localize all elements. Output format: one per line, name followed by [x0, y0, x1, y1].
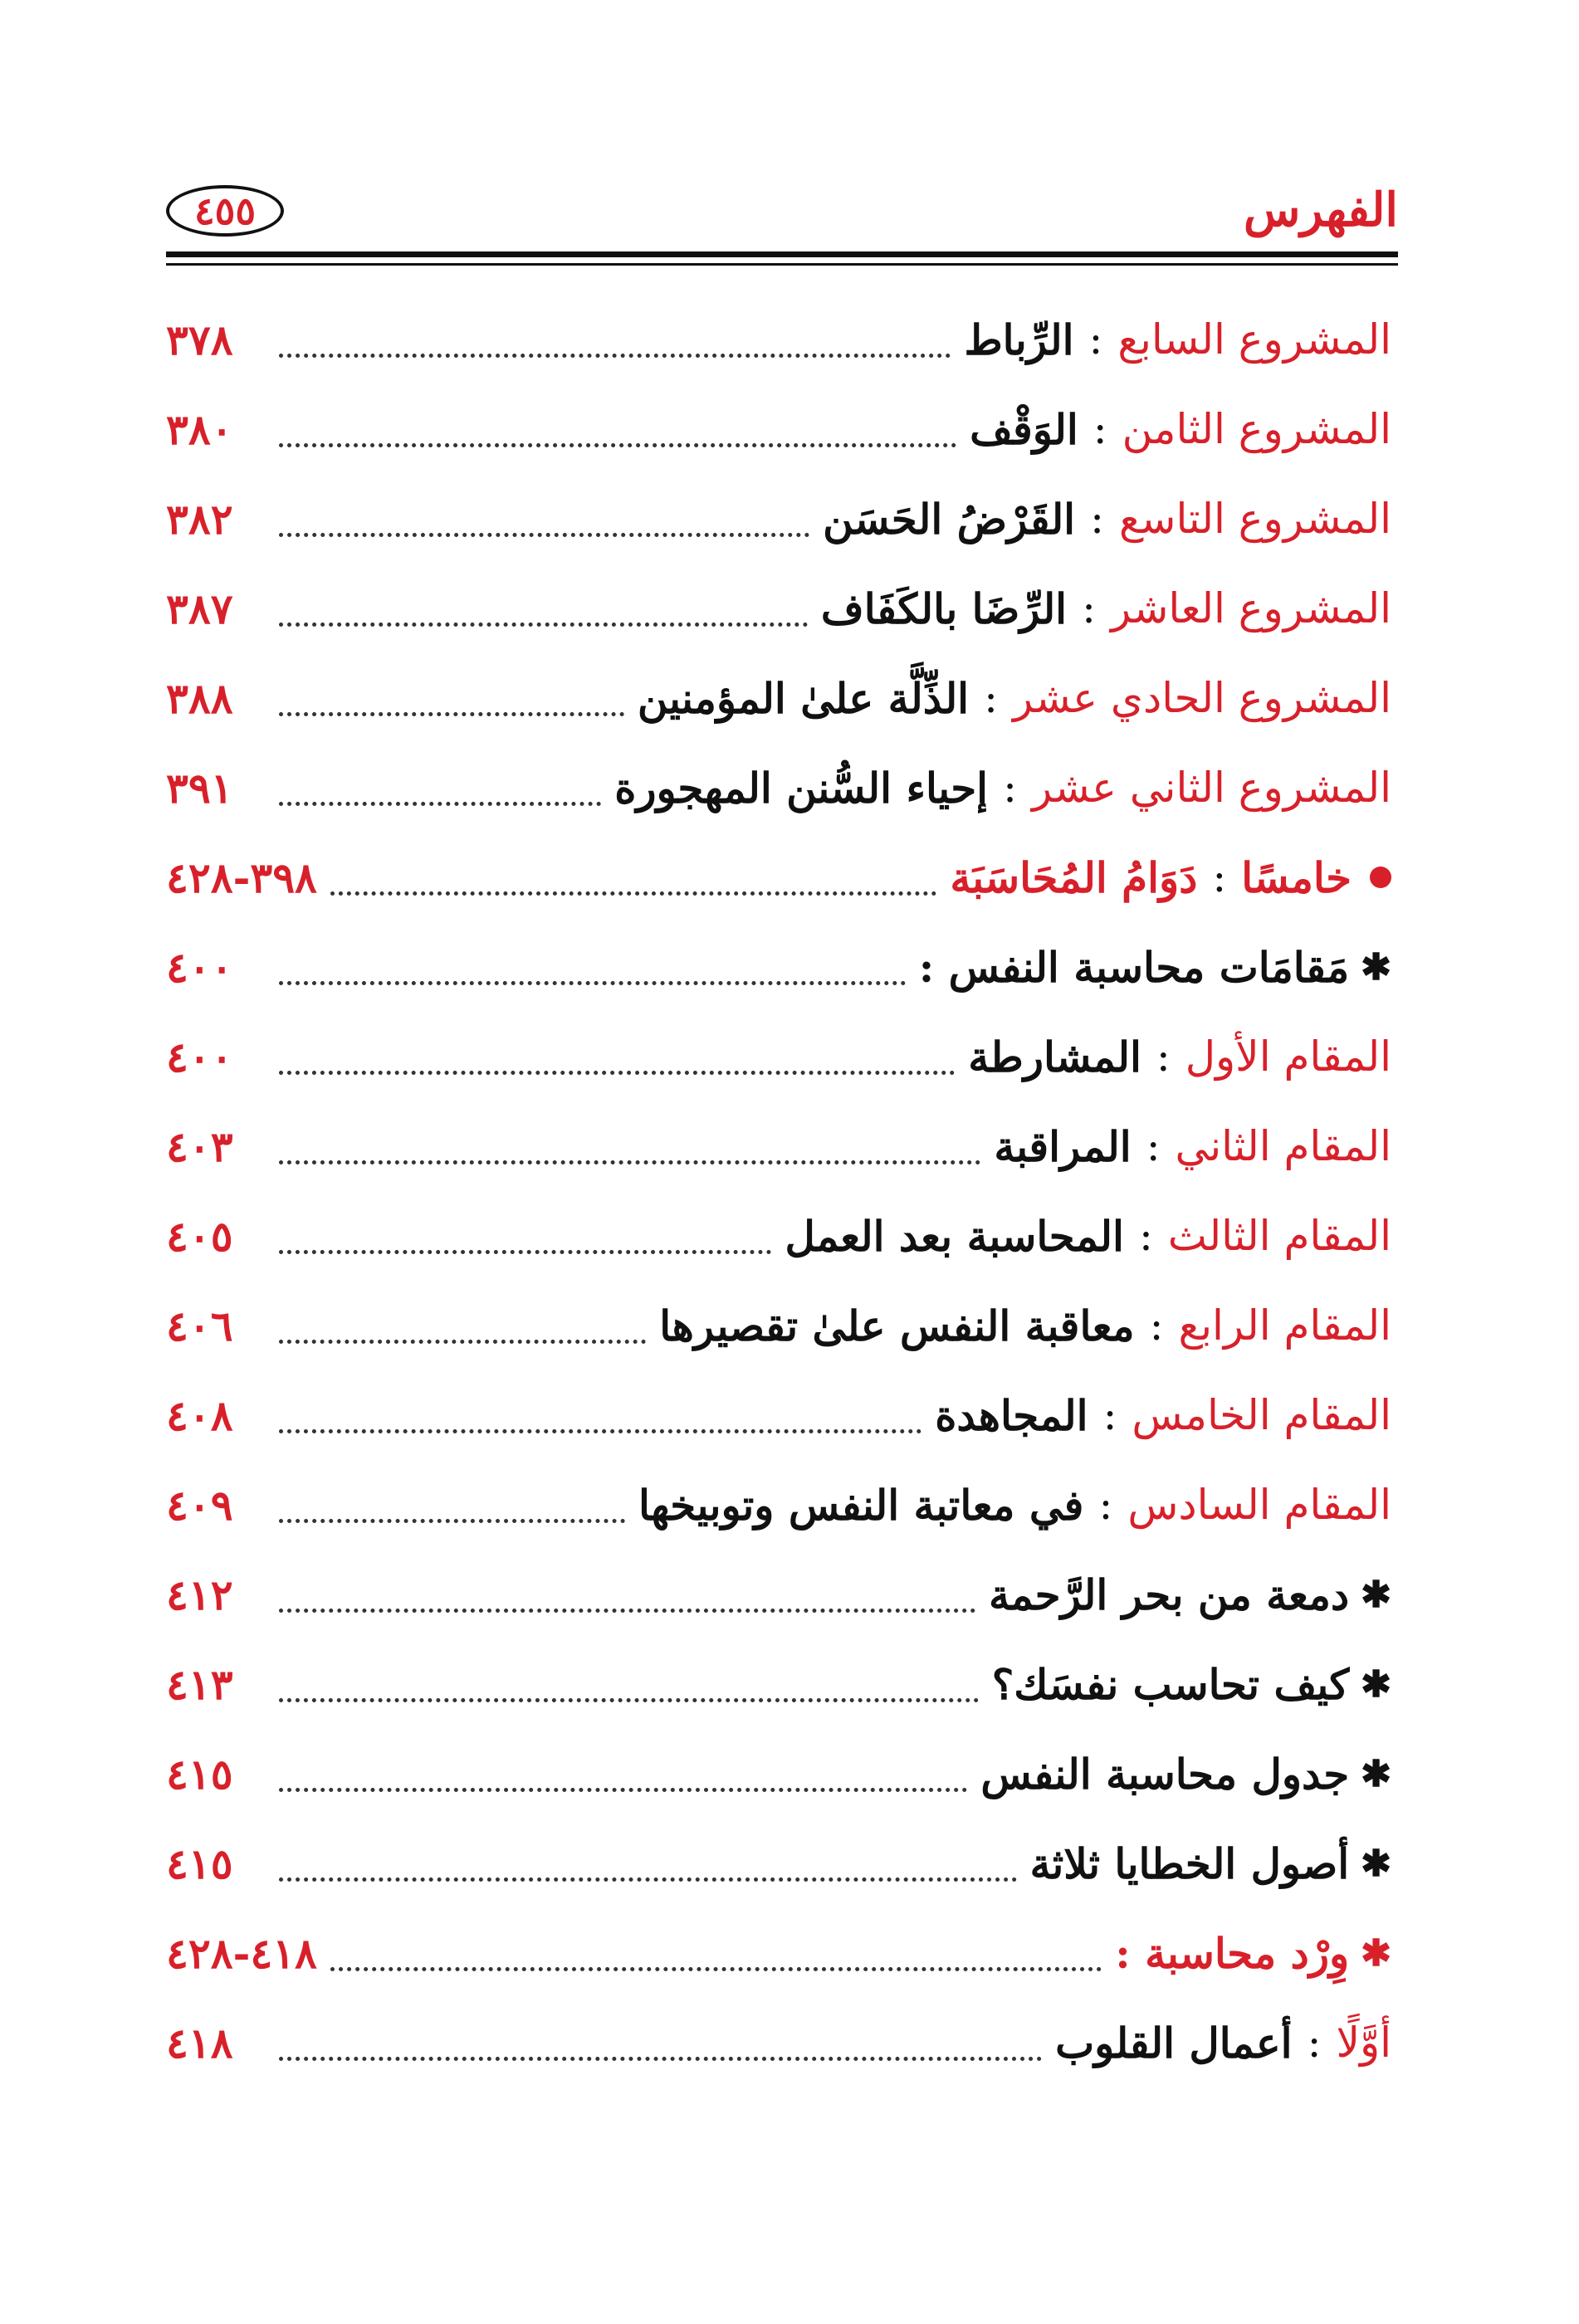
toc-entry[interactable] [166, 1998, 1391, 2087]
dot-leader [279, 1776, 967, 1792]
toc-section-entry[interactable] [166, 832, 1391, 922]
asterisk-icon: ✱ [1361, 1573, 1391, 1616]
dot-leader [279, 521, 809, 537]
entry-lead [950, 853, 1391, 902]
entry-colon: : [1088, 315, 1103, 364]
entry-title: المحاسبة بعد العمل [785, 1211, 1124, 1261]
entry-title: الوَقْف [970, 404, 1078, 454]
toc-entry[interactable] [166, 295, 1391, 384]
entry-lead [638, 1481, 1391, 1530]
dot-leader [279, 1238, 771, 1254]
entry-title: الرِّباط [964, 315, 1074, 364]
entry-page-number: ٣٨٢ [166, 494, 233, 544]
entry-colon: : [984, 674, 998, 722]
entry-page-number: ٣٨٠ [166, 404, 233, 454]
header-rule-thin [166, 263, 1398, 266]
dot-leader [330, 880, 936, 896]
header-rule-thick [166, 251, 1398, 257]
entry-label: المشروع التاسع [1118, 495, 1391, 543]
dot-leader [330, 1955, 1102, 1971]
entry-page-number: ٤٠٦ [166, 1301, 233, 1350]
entry-page-number: ٣٩١ [166, 763, 233, 813]
page-number-badge: ٤٥٥ [166, 185, 284, 237]
toc-entry[interactable] [166, 1101, 1391, 1191]
entry-lead [823, 495, 1391, 544]
entry-label: المشروع الثامن [1122, 405, 1391, 453]
page-header [166, 170, 1398, 261]
entry-page-number: ٤٠٠ [166, 942, 233, 992]
toc-star-entry[interactable] [166, 1819, 1391, 1908]
entry-title: كيف تحاسب نفسَك؟ [991, 1659, 1350, 1709]
entry-page-number: ٣٨٧ [166, 583, 233, 633]
toc-star-entry[interactable] [166, 1908, 1391, 1998]
entry-page-number: ٤١٨ [166, 2018, 233, 2068]
entry-label: المقام الخامس [1132, 1391, 1391, 1439]
toc-entry[interactable] [166, 653, 1391, 743]
entry-lead [980, 1750, 1391, 1799]
toc-entry[interactable] [166, 1281, 1391, 1370]
entry-title: مَقامَات محاسبة النفس : [918, 942, 1350, 992]
entry-title: معاقبة النفس علىٰ تقصيرها [659, 1301, 1135, 1350]
entry-title: أعمال القلوب [1055, 2018, 1293, 2068]
entry-page-number: ٤١٨-٤٢٨ [166, 1928, 317, 1978]
entry-label: المقام السادس [1127, 1481, 1391, 1529]
asterisk-icon: ✱ [1361, 945, 1391, 989]
entry-lead [785, 1212, 1391, 1261]
bullet-dot-icon [1370, 867, 1391, 888]
toc-entry[interactable] [166, 1370, 1391, 1460]
entry-lead [919, 943, 1391, 992]
entry-colon: : [1093, 405, 1107, 453]
dot-leader [279, 1597, 975, 1613]
entry-page-number: ٤٠٩ [166, 1480, 233, 1530]
entry-lead [1115, 1929, 1391, 1978]
toc-star-entry[interactable] [166, 1729, 1391, 1819]
section-title: دَوَامُ المُحَاسَبَة [950, 852, 1198, 902]
entry-label: المشروع الثاني عشر [1031, 764, 1391, 812]
toc-entry[interactable] [166, 384, 1391, 474]
entry-lead [638, 674, 1391, 723]
entry-label: المقام الرابع [1178, 1301, 1391, 1350]
toc-star-entry[interactable] [166, 1550, 1391, 1639]
entry-lead [659, 1301, 1391, 1350]
toc-entry[interactable] [166, 564, 1391, 653]
entry-lead [970, 405, 1391, 454]
dot-leader [279, 1418, 921, 1433]
entry-page-number: ٣٧٨ [166, 315, 233, 364]
entry-page-number: ٤١٥ [166, 1749, 233, 1799]
entry-colon: : [1082, 584, 1096, 632]
entry-label: المشروع السابع [1117, 315, 1391, 364]
entry-label: المشروع العاشر [1110, 584, 1391, 632]
dot-leader [279, 1149, 980, 1164]
dot-leader [279, 432, 956, 447]
entry-colon: : [1307, 2019, 1322, 2067]
dot-leader [279, 701, 624, 716]
dot-leader [279, 969, 906, 985]
entry-lead [614, 764, 1391, 813]
entry-title: القَرْضُ الحَسَن [823, 494, 1076, 544]
entry-lead [821, 584, 1391, 633]
toc-list [166, 295, 1391, 2087]
entry-lead [994, 1122, 1391, 1171]
entry-lead [989, 1570, 1391, 1619]
toc-entry[interactable] [166, 1460, 1391, 1550]
section-label: خامسًا [1241, 852, 1352, 902]
entry-colon: : [1003, 764, 1017, 812]
entry-title: دمعة من بحر الرَّحمة [988, 1570, 1350, 1619]
entry-title: الذِّلَّة علىٰ المؤمنين [637, 673, 970, 723]
entry-title: في معاتبة النفس وتوبيخها [638, 1480, 1084, 1530]
entry-page-number: ٤٠٥ [166, 1211, 233, 1261]
dot-leader [279, 1059, 955, 1075]
entry-title: وِرْد محاسبة : [1115, 1928, 1350, 1978]
toc-entry[interactable] [166, 1191, 1391, 1281]
dot-leader [279, 790, 601, 806]
entry-label: المقام الثالث [1167, 1212, 1391, 1260]
entry-label: المقام الثاني [1175, 1122, 1391, 1170]
entry-title: أصول الخطايا ثلاثة [1029, 1838, 1350, 1888]
entry-page-number: ٣٩٨-٤٢٨ [166, 852, 317, 902]
dot-leader [279, 1328, 646, 1344]
entry-title: الرِّضَا بالكَفَاف [820, 583, 1068, 633]
dot-leader [279, 611, 808, 627]
entry-colon: : [1102, 1391, 1117, 1439]
entry-lead [992, 1660, 1391, 1709]
entry-colon: : [1098, 1481, 1113, 1529]
toc-entry[interactable] [166, 743, 1391, 832]
asterisk-icon: ✱ [1361, 1752, 1391, 1795]
entry-colon: : [1156, 1033, 1171, 1081]
header-title: الفهرس [1243, 183, 1398, 237]
dot-leader [279, 1866, 1017, 1882]
toc-star-entry[interactable] [166, 1639, 1391, 1729]
entry-title: المجاهدة [935, 1390, 1088, 1440]
entry-lead [964, 315, 1391, 364]
entry-page-number: ٣٨٨ [166, 673, 233, 723]
dot-leader [279, 1687, 979, 1702]
entry-label: أوَّلًا [1336, 2019, 1391, 2067]
entry-label: المقام الأول [1185, 1033, 1391, 1081]
entry-title: جدول محاسبة النفس [980, 1749, 1350, 1799]
entry-page-number: ٤١٣ [166, 1659, 233, 1709]
entry-lead [1055, 2019, 1391, 2068]
entry-colon: : [1138, 1212, 1153, 1260]
entry-lead [1030, 1839, 1391, 1888]
entry-colon: : [1090, 495, 1104, 543]
dot-leader [279, 1507, 625, 1523]
entry-title: المشارطة [968, 1032, 1141, 1081]
entry-colon: : [1212, 853, 1227, 901]
entry-title: المراقبة [994, 1121, 1132, 1171]
entry-colon: : [1149, 1301, 1164, 1350]
asterisk-icon: ✱ [1361, 1842, 1391, 1885]
entry-page-number: ٤٠٣ [166, 1121, 233, 1171]
entry-page-number: ٤٠٠ [166, 1032, 233, 1081]
entry-lead [935, 1391, 1391, 1440]
entry-colon: : [1146, 1122, 1161, 1170]
entry-lead [968, 1033, 1391, 1081]
asterisk-icon: ✱ [1361, 1931, 1391, 1975]
toc-entry[interactable] [166, 474, 1391, 564]
entry-page-number: ٤١٢ [166, 1570, 233, 1619]
entry-label: المشروع الحادي عشر [1012, 674, 1391, 722]
dot-leader [279, 342, 951, 358]
entry-page-number: ٤١٥ [166, 1838, 233, 1888]
dot-leader [279, 2045, 1042, 2061]
asterisk-icon: ✱ [1361, 1662, 1391, 1706]
toc-star-entry[interactable] [166, 922, 1391, 1012]
entry-page-number: ٤٠٨ [166, 1390, 233, 1440]
toc-entry[interactable] [166, 1012, 1391, 1101]
entry-title: إحياء السُّنن المهجورة [614, 763, 989, 813]
